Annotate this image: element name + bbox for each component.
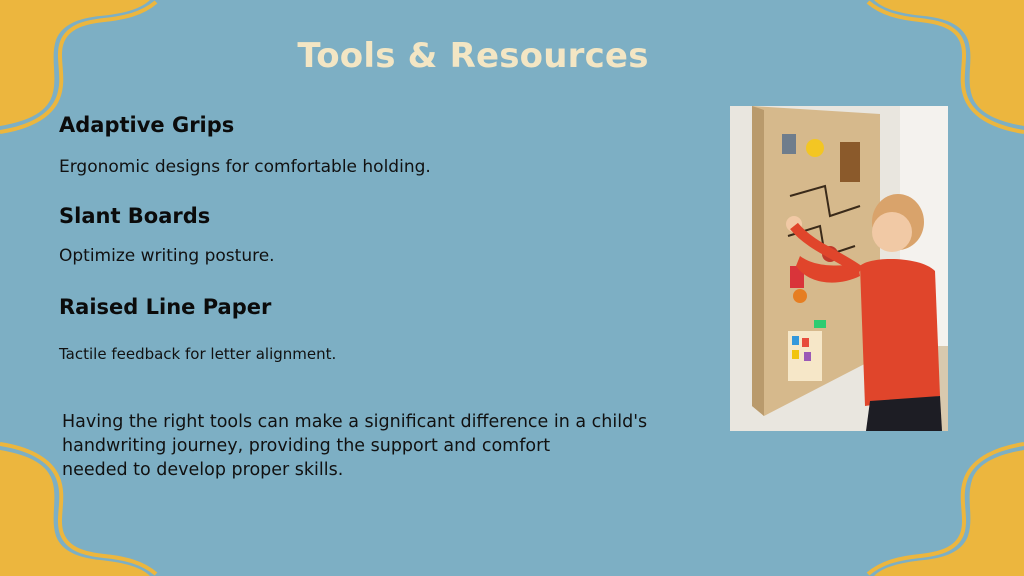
item-description-slant-boards: Optimize writing posture. xyxy=(59,246,275,266)
item-heading-slant-boards: Slant Boards xyxy=(59,204,211,228)
summary-line: Having the right tools can make a significant difference in a child's xyxy=(62,412,648,432)
item-description-raised-line-paper: Tactile feedback for letter alignment. xyxy=(59,345,337,363)
item-heading-adaptive-grips: Adaptive Grips xyxy=(59,113,235,137)
corner-decoration-bottom-right xyxy=(864,436,1024,576)
summary-line: needed to develop proper skills. xyxy=(62,460,344,480)
summary-paragraph xyxy=(62,410,722,482)
summary-line: handwriting journey, providing the support and comfort xyxy=(62,436,551,456)
slide-title: Tools & Resources xyxy=(297,36,649,76)
item-description-adaptive-grips: Ergonomic designs for comfortable holding. xyxy=(59,157,431,177)
item-heading-raised-line-paper: Raised Line Paper xyxy=(59,295,272,319)
photo-child-at-activity-board xyxy=(730,106,948,431)
